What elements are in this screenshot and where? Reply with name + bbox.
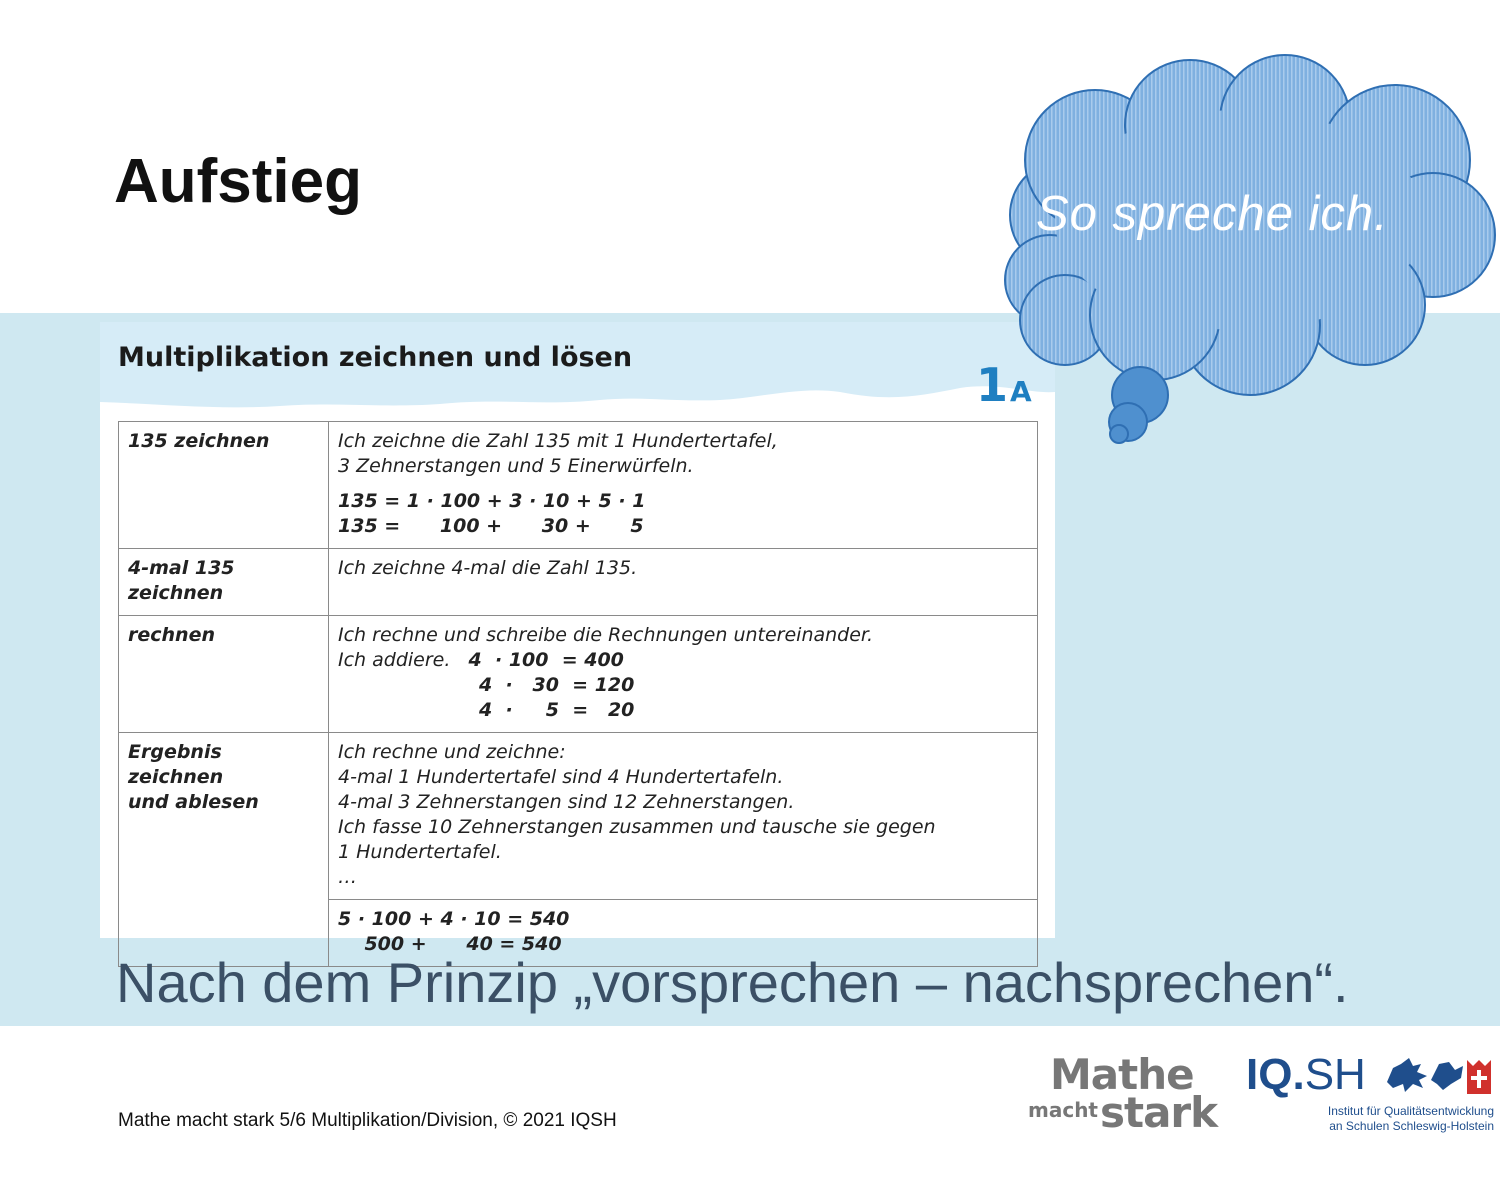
equation: 135 = 100 + 30 + 5	[338, 515, 644, 537]
equation: 500 + 40 = 540	[338, 933, 562, 955]
phrase-table	[118, 421, 1038, 967]
iqsh-subtitle: Institut für Qualitätsentwicklung an Schulen Schleswig-Holstein	[1327, 1104, 1494, 1133]
row-content	[329, 422, 1038, 549]
card-header	[100, 322, 1055, 432]
table-row	[119, 422, 1038, 549]
mathe-macht-stark-logo	[1028, 1050, 1228, 1140]
equation: 5 · 100 + 4 · 10 = 540	[338, 908, 570, 930]
row-content	[329, 549, 1038, 616]
phrase-line: Ich rechne und schreibe die Rechnungen untereinander.	[338, 624, 874, 646]
phrase-line: 4-mal 1 Hundertertafel sind 4 Hundertertafeln.	[338, 766, 784, 788]
phrase-line: Ich zeichne die Zahl 135 mit 1 Hundertertafel,	[338, 430, 778, 452]
logo-text: Mathe	[1050, 1050, 1194, 1099]
logo-text: macht	[1028, 1098, 1098, 1122]
phrase-line: 4-mal 3 Zehnerstangen sind 12 Zehnerstangen.	[338, 791, 795, 813]
card-title: Multiplikation zeichnen und lösen	[118, 342, 633, 373]
logo-text: stark	[1100, 1088, 1218, 1137]
row-label-line: Ergebnis zeichnen	[128, 741, 224, 788]
row-label: 135 zeichnen	[119, 422, 329, 549]
phrase-line: Ich zeichne 4-mal die Zahl 135.	[338, 557, 638, 579]
table-row	[119, 733, 1038, 900]
row-label: 4-mal 135 zeichnen	[119, 549, 329, 616]
phrase-line: 3 Zehnerstangen und 5 Einerwürfeln.	[338, 455, 694, 477]
phrase-line: Ich addiere.	[338, 649, 469, 671]
badge-number: 1	[976, 358, 1009, 412]
badge-letter: A	[1010, 375, 1032, 408]
worksheet-card	[100, 322, 1055, 955]
row-content	[329, 616, 1038, 733]
iqsh-name: IQ.SH	[1246, 1050, 1366, 1099]
row-label	[119, 733, 329, 967]
table-row	[119, 616, 1038, 733]
phrase-line: …	[338, 866, 357, 888]
footer-copyright: Mathe macht stark 5/6 Multiplikation/Division, © 2021 IQSH	[118, 1110, 617, 1131]
coat-of-arms-icon	[1383, 1054, 1498, 1098]
phrase-line: Ich fasse 10 Zehnerstangen zusammen und tausche sie gegen	[338, 816, 936, 838]
row-label-line: und ablesen	[128, 791, 259, 813]
iqsh-logo	[1246, 1050, 1496, 1140]
row-label: rechnen	[119, 616, 329, 733]
table-row	[119, 549, 1038, 616]
equation: 135 = 1 · 100 + 3 · 10 + 5 · 1	[338, 490, 646, 512]
thought-cloud-icon	[955, 50, 1500, 450]
equation: 4 · 100 = 400	[468, 649, 624, 671]
equation: 4 · 5 = 20	[479, 699, 635, 721]
principle-text: Nach dem Prinzip „vorsprechen – nachsprechen“.	[116, 951, 1349, 1014]
phrase-line: Ich rechne und zeichne:	[338, 741, 566, 763]
row-content	[329, 733, 1038, 900]
header-wave	[100, 322, 1055, 432]
phrase-line: 1 Hundertertafel.	[338, 841, 502, 863]
equation: 4 · 30 = 120	[479, 674, 635, 696]
slide-title: Aufstieg	[114, 147, 362, 216]
cloud-text: So spreche ich.	[1036, 187, 1389, 241]
